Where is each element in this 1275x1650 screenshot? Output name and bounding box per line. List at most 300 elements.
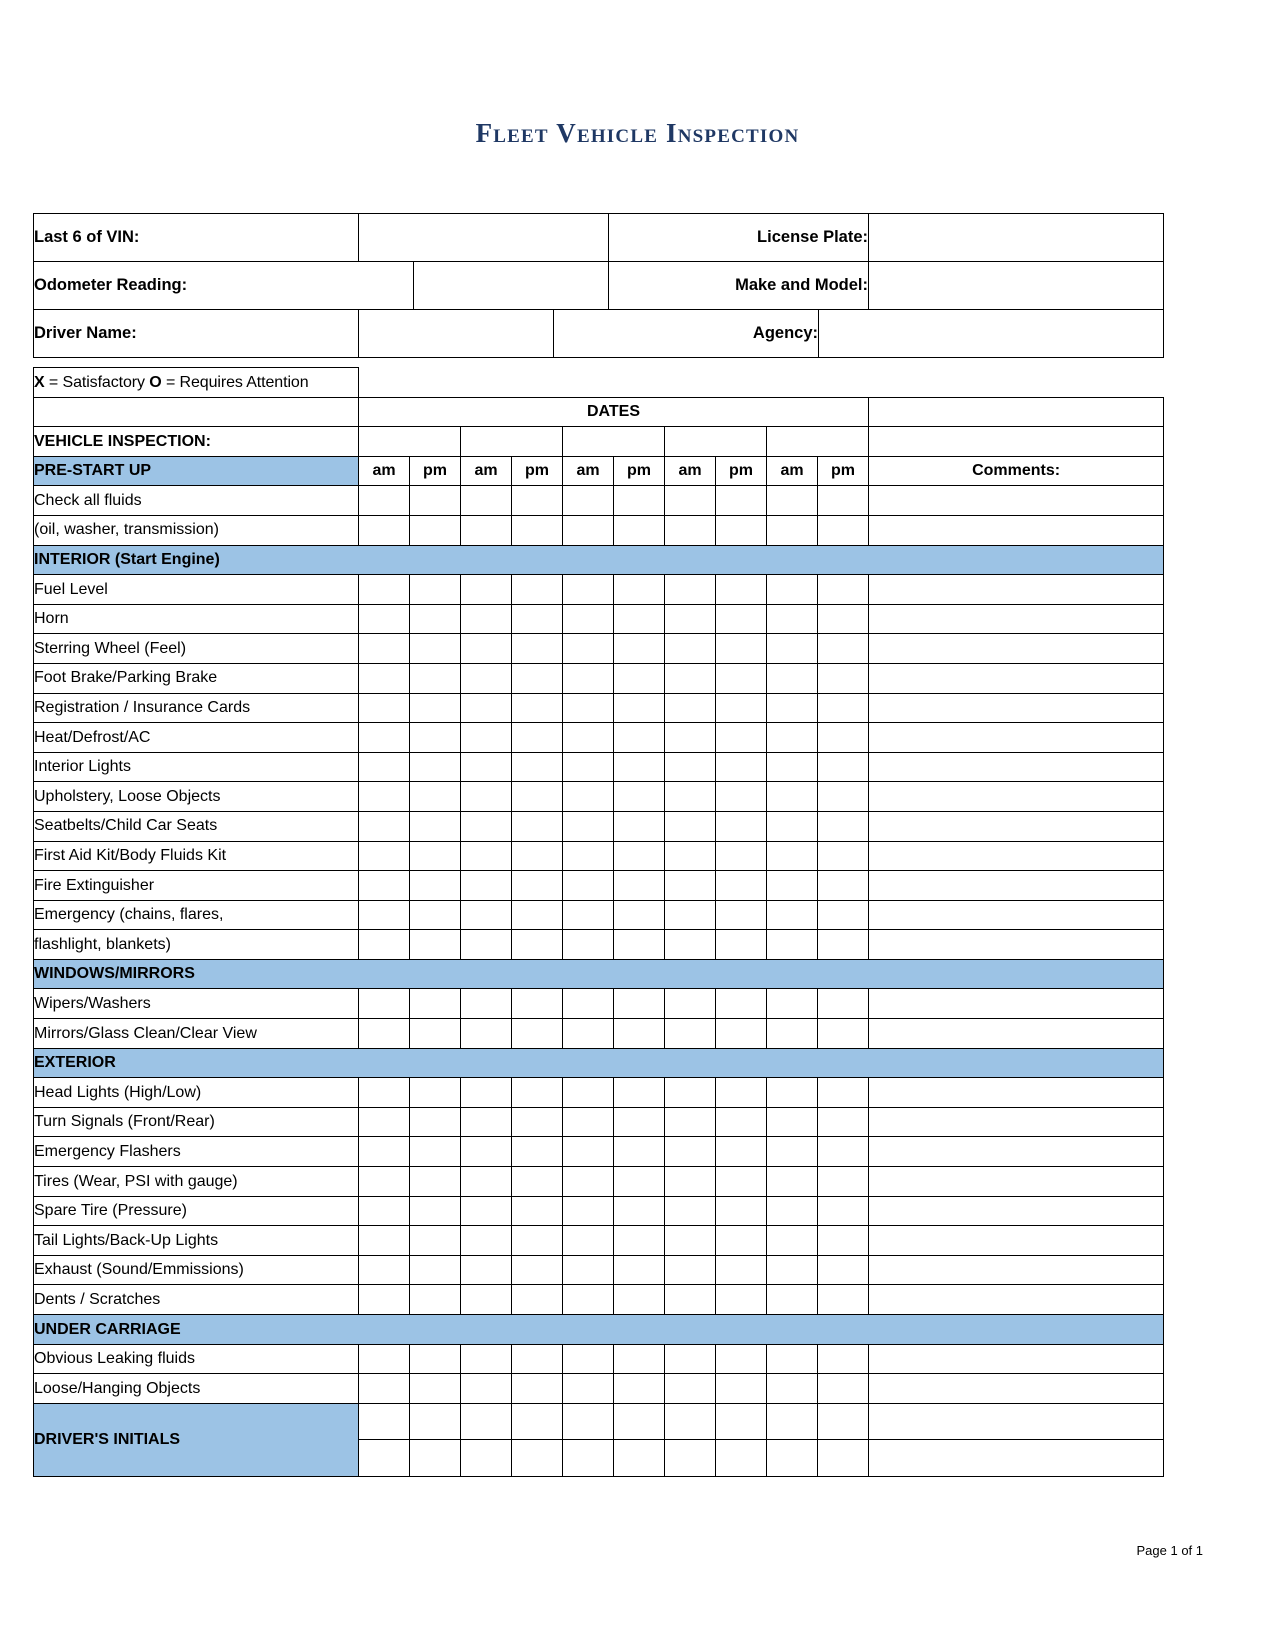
check-cell[interactable] [461,1255,512,1285]
comment-cell[interactable] [869,1167,1164,1197]
check-cell[interactable] [512,486,563,516]
check-cell[interactable] [614,634,665,664]
check-cell[interactable] [716,1285,767,1315]
comment-cell[interactable] [869,871,1164,901]
check-cell[interactable] [716,1196,767,1226]
check-cell[interactable] [716,1107,767,1137]
check-cell[interactable] [563,871,614,901]
check-cell[interactable] [359,663,410,693]
vin-input[interactable] [359,214,609,262]
check-cell[interactable] [563,1344,614,1374]
initials-cell-entry[interactable] [818,1440,869,1477]
check-cell[interactable] [716,900,767,930]
comment-cell[interactable] [869,1196,1164,1226]
check-cell[interactable] [512,575,563,605]
check-cell[interactable] [767,575,818,605]
check-cell[interactable] [512,871,563,901]
check-cell[interactable] [359,1255,410,1285]
check-cell[interactable] [614,871,665,901]
check-cell[interactable] [767,515,818,545]
check-cell[interactable] [461,1285,512,1315]
comment-cell[interactable] [869,663,1164,693]
check-cell[interactable] [716,930,767,960]
check-cell[interactable] [614,811,665,841]
check-cell[interactable] [563,1019,614,1049]
check-cell[interactable] [818,1196,869,1226]
date-input[interactable] [665,427,767,457]
check-cell[interactable] [614,1226,665,1256]
check-cell[interactable] [410,693,461,723]
check-cell[interactable] [563,752,614,782]
check-cell[interactable] [665,1255,716,1285]
check-cell[interactable] [614,1285,665,1315]
check-cell[interactable] [716,1344,767,1374]
check-cell[interactable] [461,900,512,930]
odometer-input[interactable] [414,262,609,310]
check-cell[interactable] [716,1078,767,1108]
check-cell[interactable] [359,1078,410,1108]
check-cell[interactable] [512,1226,563,1256]
check-cell[interactable] [665,515,716,545]
check-cell[interactable] [818,1344,869,1374]
check-cell[interactable] [818,1167,869,1197]
check-cell[interactable] [461,1078,512,1108]
initials-cell-entry[interactable] [767,1403,818,1440]
check-cell[interactable] [512,1374,563,1404]
check-cell[interactable] [818,1226,869,1256]
check-cell[interactable] [461,1344,512,1374]
check-cell[interactable] [767,930,818,960]
check-cell[interactable] [512,1019,563,1049]
check-cell[interactable] [716,723,767,753]
check-cell[interactable] [359,1374,410,1404]
check-cell[interactable] [461,782,512,812]
check-cell[interactable] [410,1167,461,1197]
check-cell[interactable] [512,1107,563,1137]
driver-name-input[interactable] [359,310,554,358]
comment-cell[interactable] [869,989,1164,1019]
check-cell[interactable] [461,515,512,545]
check-cell[interactable] [461,723,512,753]
check-cell[interactable] [614,1019,665,1049]
check-cell[interactable] [614,486,665,516]
comment-cell[interactable] [869,575,1164,605]
check-cell[interactable] [359,1285,410,1315]
check-cell[interactable] [767,989,818,1019]
check-cell[interactable] [665,604,716,634]
check-cell[interactable] [767,1226,818,1256]
check-cell[interactable] [461,930,512,960]
check-cell[interactable] [512,752,563,782]
check-cell[interactable] [461,811,512,841]
check-cell[interactable] [614,1107,665,1137]
check-cell[interactable] [818,693,869,723]
check-cell[interactable] [410,1255,461,1285]
check-cell[interactable] [767,693,818,723]
check-cell[interactable] [614,1255,665,1285]
check-cell[interactable] [716,1374,767,1404]
initials-cell-entry[interactable] [563,1440,614,1477]
check-cell[interactable] [665,1285,716,1315]
check-cell[interactable] [359,811,410,841]
check-cell[interactable] [716,871,767,901]
check-cell[interactable] [461,575,512,605]
check-cell[interactable] [665,1137,716,1167]
check-cell[interactable] [665,841,716,871]
check-cell[interactable] [359,841,410,871]
check-cell[interactable] [665,1167,716,1197]
check-cell[interactable] [767,841,818,871]
check-cell[interactable] [716,515,767,545]
check-cell[interactable] [410,1137,461,1167]
check-cell[interactable] [461,871,512,901]
check-cell[interactable] [818,1107,869,1137]
comment-cell[interactable] [869,1226,1164,1256]
initials-cell-entry[interactable] [665,1403,716,1440]
check-cell[interactable] [818,1374,869,1404]
check-cell[interactable] [665,723,716,753]
check-cell[interactable] [818,811,869,841]
check-cell[interactable] [614,1374,665,1404]
check-cell[interactable] [665,1107,716,1137]
check-cell[interactable] [614,782,665,812]
check-cell[interactable] [767,811,818,841]
check-cell[interactable] [410,663,461,693]
check-cell[interactable] [359,604,410,634]
check-cell[interactable] [665,693,716,723]
check-cell[interactable] [563,1255,614,1285]
check-cell[interactable] [614,1196,665,1226]
check-cell[interactable] [563,989,614,1019]
check-cell[interactable] [614,1078,665,1108]
agency-input[interactable] [819,310,1164,358]
check-cell[interactable] [410,1196,461,1226]
check-cell[interactable] [512,841,563,871]
check-cell[interactable] [359,486,410,516]
check-cell[interactable] [818,515,869,545]
check-cell[interactable] [614,1137,665,1167]
check-cell[interactable] [461,1374,512,1404]
check-cell[interactable] [665,989,716,1019]
check-cell[interactable] [359,1226,410,1256]
date-input[interactable] [359,427,461,457]
check-cell[interactable] [767,486,818,516]
license-plate-input[interactable] [869,214,1164,262]
check-cell[interactable] [716,752,767,782]
check-cell[interactable] [818,723,869,753]
check-cell[interactable] [818,841,869,871]
check-cell[interactable] [818,989,869,1019]
check-cell[interactable] [563,1137,614,1167]
check-cell[interactable] [359,634,410,664]
check-cell[interactable] [818,1078,869,1108]
initials-cell-entry[interactable] [818,1403,869,1440]
comment-cell[interactable] [869,811,1164,841]
check-cell[interactable] [665,634,716,664]
initials-cell-entry[interactable] [512,1440,563,1477]
check-cell[interactable] [410,723,461,753]
check-cell[interactable] [665,930,716,960]
check-cell[interactable] [614,515,665,545]
check-cell[interactable] [512,604,563,634]
check-cell[interactable] [716,989,767,1019]
comment-cell[interactable] [869,752,1164,782]
comment-cell[interactable] [869,723,1164,753]
check-cell[interactable] [767,1344,818,1374]
check-cell[interactable] [512,900,563,930]
check-cell[interactable] [359,1019,410,1049]
check-cell[interactable] [461,486,512,516]
check-cell[interactable] [767,634,818,664]
check-cell[interactable] [665,782,716,812]
check-cell[interactable] [716,782,767,812]
check-cell[interactable] [767,900,818,930]
check-cell[interactable] [614,900,665,930]
check-cell[interactable] [818,486,869,516]
check-cell[interactable] [410,1107,461,1137]
check-cell[interactable] [359,1107,410,1137]
initials-cell-entry[interactable] [563,1403,614,1440]
comment-cell[interactable] [869,900,1164,930]
initials-comment-cell[interactable] [869,1440,1164,1477]
check-cell[interactable] [512,1196,563,1226]
check-cell[interactable] [818,634,869,664]
check-cell[interactable] [359,930,410,960]
check-cell[interactable] [767,1137,818,1167]
check-cell[interactable] [410,486,461,516]
check-cell[interactable] [410,575,461,605]
check-cell[interactable] [665,486,716,516]
check-cell[interactable] [563,693,614,723]
check-cell[interactable] [767,871,818,901]
check-cell[interactable] [818,900,869,930]
check-cell[interactable] [461,752,512,782]
check-cell[interactable] [767,1167,818,1197]
check-cell[interactable] [716,604,767,634]
check-cell[interactable] [665,811,716,841]
check-cell[interactable] [410,1285,461,1315]
check-cell[interactable] [359,723,410,753]
comment-cell[interactable] [869,634,1164,664]
check-cell[interactable] [818,752,869,782]
check-cell[interactable] [563,811,614,841]
check-cell[interactable] [410,752,461,782]
comment-cell[interactable] [869,1019,1164,1049]
check-cell[interactable] [410,871,461,901]
check-cell[interactable] [563,575,614,605]
initials-cell-entry[interactable] [665,1440,716,1477]
check-cell[interactable] [410,841,461,871]
check-cell[interactable] [512,930,563,960]
date-input[interactable] [767,427,869,457]
check-cell[interactable] [410,1374,461,1404]
check-cell[interactable] [665,1019,716,1049]
check-cell[interactable] [410,634,461,664]
check-cell[interactable] [563,723,614,753]
check-cell[interactable] [410,515,461,545]
check-cell[interactable] [614,663,665,693]
check-cell[interactable] [512,1255,563,1285]
check-cell[interactable] [410,930,461,960]
comment-cell[interactable] [869,486,1164,516]
check-cell[interactable] [563,663,614,693]
date-input[interactable] [563,427,665,457]
check-cell[interactable] [818,604,869,634]
check-cell[interactable] [818,1137,869,1167]
check-cell[interactable] [359,515,410,545]
check-cell[interactable] [461,693,512,723]
initials-cell-entry[interactable] [614,1440,665,1477]
check-cell[interactable] [818,1285,869,1315]
check-cell[interactable] [767,1078,818,1108]
initials-cell-entry[interactable] [461,1403,512,1440]
check-cell[interactable] [818,1255,869,1285]
check-cell[interactable] [614,1344,665,1374]
check-cell[interactable] [716,693,767,723]
check-cell[interactable] [716,1226,767,1256]
check-cell[interactable] [461,604,512,634]
check-cell[interactable] [614,989,665,1019]
check-cell[interactable] [563,515,614,545]
comment-cell[interactable] [869,1137,1164,1167]
initials-cell-entry[interactable] [461,1440,512,1477]
check-cell[interactable] [563,1374,614,1404]
check-cell[interactable] [359,575,410,605]
check-cell[interactable] [512,1137,563,1167]
check-cell[interactable] [767,1374,818,1404]
check-cell[interactable] [716,486,767,516]
initials-cell-entry[interactable] [359,1440,410,1477]
check-cell[interactable] [767,663,818,693]
check-cell[interactable] [359,782,410,812]
check-cell[interactable] [665,1078,716,1108]
check-cell[interactable] [614,723,665,753]
comment-cell[interactable] [869,782,1164,812]
check-cell[interactable] [410,1226,461,1256]
check-cell[interactable] [767,782,818,812]
check-cell[interactable] [410,782,461,812]
check-cell[interactable] [716,841,767,871]
check-cell[interactable] [563,1196,614,1226]
check-cell[interactable] [767,1107,818,1137]
check-cell[interactable] [818,575,869,605]
check-cell[interactable] [716,575,767,605]
check-cell[interactable] [461,1167,512,1197]
check-cell[interactable] [410,989,461,1019]
check-cell[interactable] [461,989,512,1019]
check-cell[interactable] [563,1226,614,1256]
initials-cell-entry[interactable] [359,1403,410,1440]
check-cell[interactable] [767,1196,818,1226]
initials-cell-entry[interactable] [716,1440,767,1477]
check-cell[interactable] [461,634,512,664]
check-cell[interactable] [359,1344,410,1374]
check-cell[interactable] [665,663,716,693]
check-cell[interactable] [665,871,716,901]
check-cell[interactable] [818,930,869,960]
check-cell[interactable] [767,1255,818,1285]
check-cell[interactable] [716,634,767,664]
check-cell[interactable] [716,1019,767,1049]
check-cell[interactable] [461,663,512,693]
check-cell[interactable] [614,575,665,605]
make-model-input[interactable] [869,262,1164,310]
check-cell[interactable] [461,1137,512,1167]
check-cell[interactable] [563,486,614,516]
check-cell[interactable] [665,752,716,782]
check-cell[interactable] [512,723,563,753]
check-cell[interactable] [359,900,410,930]
check-cell[interactable] [563,1167,614,1197]
check-cell[interactable] [359,989,410,1019]
check-cell[interactable] [563,1078,614,1108]
comment-cell[interactable] [869,1107,1164,1137]
check-cell[interactable] [767,604,818,634]
check-cell[interactable] [716,663,767,693]
check-cell[interactable] [716,1137,767,1167]
check-cell[interactable] [614,1167,665,1197]
comment-cell[interactable] [869,1344,1164,1374]
check-cell[interactable] [359,1196,410,1226]
check-cell[interactable] [767,1019,818,1049]
comment-cell[interactable] [869,1285,1164,1315]
comment-cell[interactable] [869,1078,1164,1108]
check-cell[interactable] [359,752,410,782]
check-cell[interactable] [614,752,665,782]
check-cell[interactable] [359,871,410,901]
initials-cell-entry[interactable] [410,1440,461,1477]
check-cell[interactable] [563,1285,614,1315]
check-cell[interactable] [563,841,614,871]
check-cell[interactable] [716,1255,767,1285]
initials-comment-cell[interactable] [869,1403,1164,1440]
check-cell[interactable] [512,1167,563,1197]
comment-cell[interactable] [869,841,1164,871]
check-cell[interactable] [665,1374,716,1404]
check-cell[interactable] [512,693,563,723]
check-cell[interactable] [818,1019,869,1049]
check-cell[interactable] [410,1078,461,1108]
check-cell[interactable] [818,871,869,901]
initials-cell-entry[interactable] [410,1403,461,1440]
comment-cell[interactable] [869,515,1164,545]
check-cell[interactable] [359,693,410,723]
check-cell[interactable] [461,1107,512,1137]
comment-cell[interactable] [869,930,1164,960]
check-cell[interactable] [665,1196,716,1226]
check-cell[interactable] [410,1344,461,1374]
check-cell[interactable] [767,723,818,753]
date-input[interactable] [461,427,563,457]
check-cell[interactable] [359,1137,410,1167]
check-cell[interactable] [512,663,563,693]
check-cell[interactable] [461,1196,512,1226]
check-cell[interactable] [359,1167,410,1197]
check-cell[interactable] [614,693,665,723]
check-cell[interactable] [563,604,614,634]
comment-cell[interactable] [869,1255,1164,1285]
check-cell[interactable] [563,900,614,930]
check-cell[interactable] [614,930,665,960]
check-cell[interactable] [614,841,665,871]
check-cell[interactable] [563,634,614,664]
check-cell[interactable] [410,604,461,634]
check-cell[interactable] [512,782,563,812]
check-cell[interactable] [665,1344,716,1374]
check-cell[interactable] [665,575,716,605]
comment-cell[interactable] [869,604,1164,634]
check-cell[interactable] [512,811,563,841]
